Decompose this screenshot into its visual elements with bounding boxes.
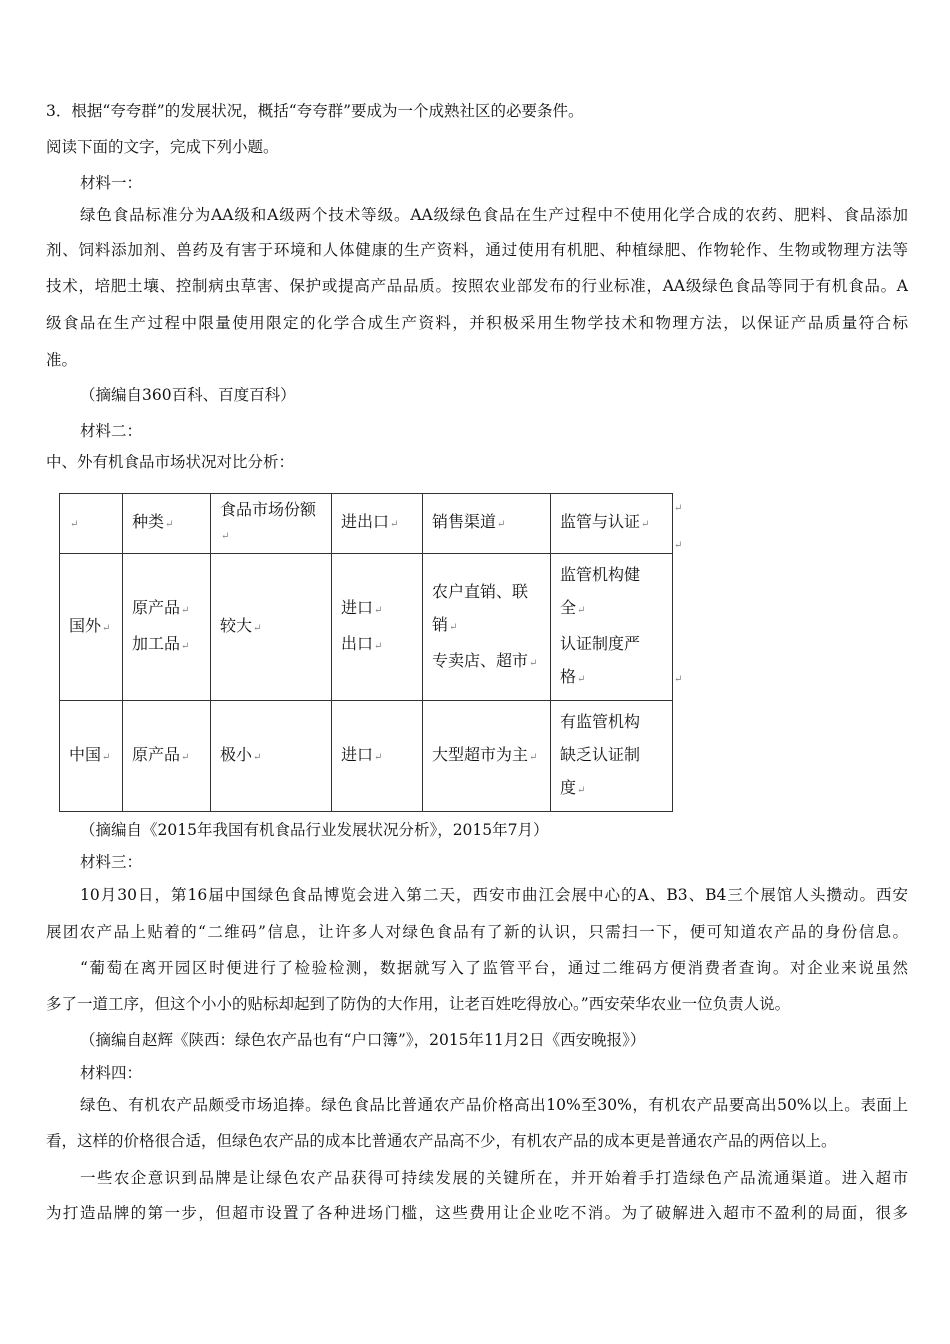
instruction-text: 阅读下面的文字，完成下列小题。 (46, 138, 279, 156)
table-cell-types: 原产品↵ (123, 701, 211, 812)
material4-heading: 材料四： (80, 1064, 143, 1082)
material3-line: 10月30日，第16届中国绿色食品博览会进入第二天，西安市曲江会展中心的A、B3、B4三个展馆人头攒动。西安 (80, 886, 908, 904)
table-cell-channels: 农户直销、联 销↵ 专卖店、超市↵ (423, 554, 551, 701)
table-cell-region: 中国↵ (60, 701, 123, 812)
material1-line: 级食品在生产过程中限量使用限定的化学合成生产资料，并积极采用生物学技术和物理方法，以保证产品质量符合标 (46, 314, 908, 332)
material1-source: （摘编自360百科、百度百科） (80, 386, 296, 404)
material1-heading: 材料一： (80, 174, 143, 192)
table-cell-trade: 进口↵ (332, 701, 423, 812)
table-header-cell: 种类↵ (123, 494, 211, 554)
material3-line: 多了一道工序，但这个小小的贴标却起到了防伪的大作用，让老百姓吃得放心。”西安荣华农业一位负责人说。 (46, 995, 791, 1013)
material1-line: 绿色食品标准分为AA级和A级两个技术等级。AA级绿色食品在生产过程中不使用化学合成的农药、肥料、食品添加 (80, 206, 908, 224)
question-text: 3．根据“夸夸群”的发展状况，概括“夸夸群”要成为一个成熟社区的必要条件。 (46, 102, 584, 120)
table-cell-channels: 大型超市为主↵ (423, 701, 551, 812)
table-header-cell: 进出口↵ (332, 494, 423, 554)
row-end-mark: ↵ (674, 540, 683, 551)
table-cell-region: 国外↵ (60, 554, 123, 701)
material2-intro: 中、外有机食品市场状况对比分析： (46, 453, 295, 471)
row-end-mark: ↵ (674, 503, 683, 514)
material3-source: （摘编自赵辉《陕西：绿色农产品也有“户口簿”》，2015年11月2日《西安晚报》） (80, 1031, 646, 1049)
table-cell-share: 较大↵ (211, 554, 332, 701)
material2-source: （摘编自《2015年我国有机食品行业发展状况分析》，2015年7月） (80, 821, 549, 839)
material4-line: 为打造品牌的第一步，但超市设置了各种进场门槛，这些费用让企业吃不消。为了破解进入超市不盈利的局面，很多 (46, 1204, 908, 1222)
table-row (60, 554, 673, 701)
material4-line: 绿色、有机农产品颇受市场追捧。绿色食品比普通农产品价格高出10%至30%，有机农产品要高出50%以上。表面上 (80, 1096, 908, 1114)
material3-heading: 材料三： (80, 853, 143, 871)
material1-line: 准。 (46, 351, 78, 369)
table-cell-trade: 进口↵ 出口↵ (332, 554, 423, 701)
material3-line: “葡萄在离开园区时便进行了检验检测，数据就写入了监管平台，通过二维码方便消费者查询。对企业来说虽然 (80, 959, 908, 977)
material1-line: 技术，培肥土壤、控制病虫草害、保护或提高产品品质。按照农业部发布的行业标准，AA级绿色食品等同于有机食品。A (46, 277, 908, 295)
table-header-row (60, 494, 673, 554)
table-header-cell: 销售渠道↵ (423, 494, 551, 554)
table-cell-regulation: 有监管机构 缺乏认证制 度↵ (551, 701, 673, 812)
material2-heading: 材料二： (80, 422, 143, 440)
material4-line: 一些农企意识到品牌是让绿色农产品获得可持续发展的关键所在，并开始着手打造绿色产品流通渠道。进入超市 (80, 1169, 908, 1187)
material1-line: 剂、饲料添加剂、兽药及有害于环境和人体健康的生产资料，通过使用有机肥、种植绿肥、作物轮作、生物或物理方法等 (46, 241, 908, 259)
table-cell-regulation: 监管机构健 全↵ 认证制度严 格↵ (551, 554, 673, 701)
table-header-cell: 食品市场份额↵ (211, 494, 332, 554)
material4-line: 看，这样的价格很合适，但绿色农产品的成本比普通农产品高不少，有机农产品的成本更是普通农产品的两倍以上。 (46, 1132, 837, 1150)
table-cell-share: 极小↵ (211, 701, 332, 812)
material3-line: 展团农产品上贴着的“二维码”信息，让许多人对绿色食品有了新的认识，只需扫一下，便可知道农产品的身份信息。 (46, 923, 908, 941)
table-row (60, 701, 673, 812)
comparison-table (59, 493, 673, 812)
row-end-mark: ↵ (674, 674, 683, 685)
table-header-cell: ↵ (60, 494, 123, 554)
table-cell-types: 原产品↵ 加工品↵ (123, 554, 211, 701)
table-header-cell: 监管与认证↵ (551, 494, 673, 554)
